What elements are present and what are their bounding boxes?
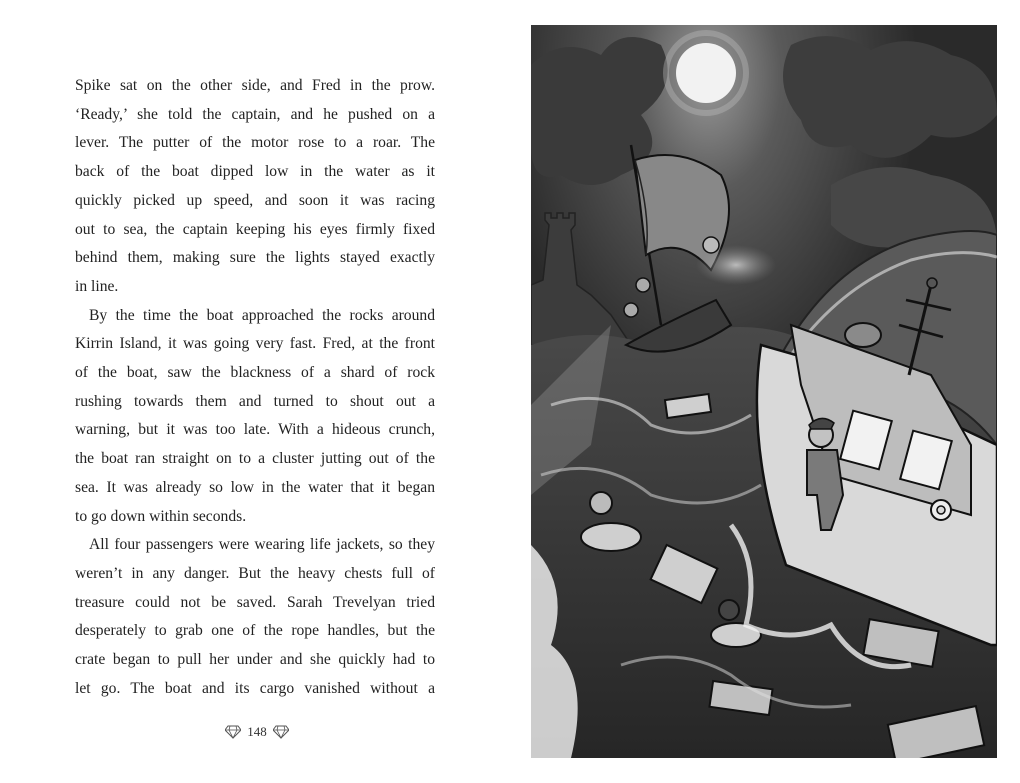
text-line: the boat ran straight on to a cluster jutting out of the <box>75 450 435 468</box>
page-number: 148 <box>247 724 267 739</box>
text-line: Kirrin Island, it was going very fast. Fred, at the front <box>75 335 435 353</box>
text-line: ‘Ready,’ she told the captain, and he pushed on a <box>75 105 435 123</box>
swimmer-head <box>719 600 739 620</box>
text-line: in line. <box>75 277 119 295</box>
text-line: sea. It was already so low in the water that it began <box>75 478 435 496</box>
barrel <box>845 323 881 347</box>
text-line: crate began to pull her under and she quickly had to <box>75 651 435 669</box>
child-figure <box>624 303 638 317</box>
text-line: All four passengers were wearing life jackets, so they <box>89 536 435 554</box>
text-line: to go down within seconds. <box>75 507 247 525</box>
text-line: Spike sat on the other side, and Fred in the prow. <box>75 77 435 94</box>
swimmer <box>581 523 641 551</box>
text-line: warning, but it was too late. With a hideous crunch, <box>75 421 435 439</box>
page-footer <box>222 722 292 742</box>
child-figure <box>636 278 650 292</box>
gem-icon <box>273 725 289 739</box>
text-line: desperately to grab one of the rope handles, but the <box>75 622 435 640</box>
text-line: out to sea, the captain keeping his eyes firmly fixed <box>75 220 435 238</box>
child-figure <box>703 237 719 253</box>
text-line: rushing towards them and turned to shout out a <box>75 392 435 410</box>
stormy-sea-illustration <box>531 25 997 758</box>
text-line: behind them, making sure the lights stayed exactly <box>75 249 435 267</box>
gem-icon <box>225 725 241 739</box>
text-line: let go. The boat and its cargo vanished without a <box>75 679 435 697</box>
moon <box>676 43 736 103</box>
illustration-artwork <box>531 25 997 758</box>
text-line: quickly picked up speed, and soon it was racing <box>75 191 435 209</box>
text-line: weren’t in any danger. But the heavy chests full of <box>75 564 435 582</box>
body-text <box>75 72 435 703</box>
text-line: back of the boat dipped low in the water as it <box>75 163 435 181</box>
text-line: treasure could not be saved. Sarah Trevelyan tried <box>75 593 435 611</box>
text-line: lever. The putter of the motor rose to a roar. The <box>75 134 435 152</box>
text-line: By the time the boat approached the rocks around <box>89 306 435 324</box>
text-line: of the boat, saw the blackness of a shard of rock <box>75 364 435 382</box>
swimmer-head <box>590 492 612 514</box>
